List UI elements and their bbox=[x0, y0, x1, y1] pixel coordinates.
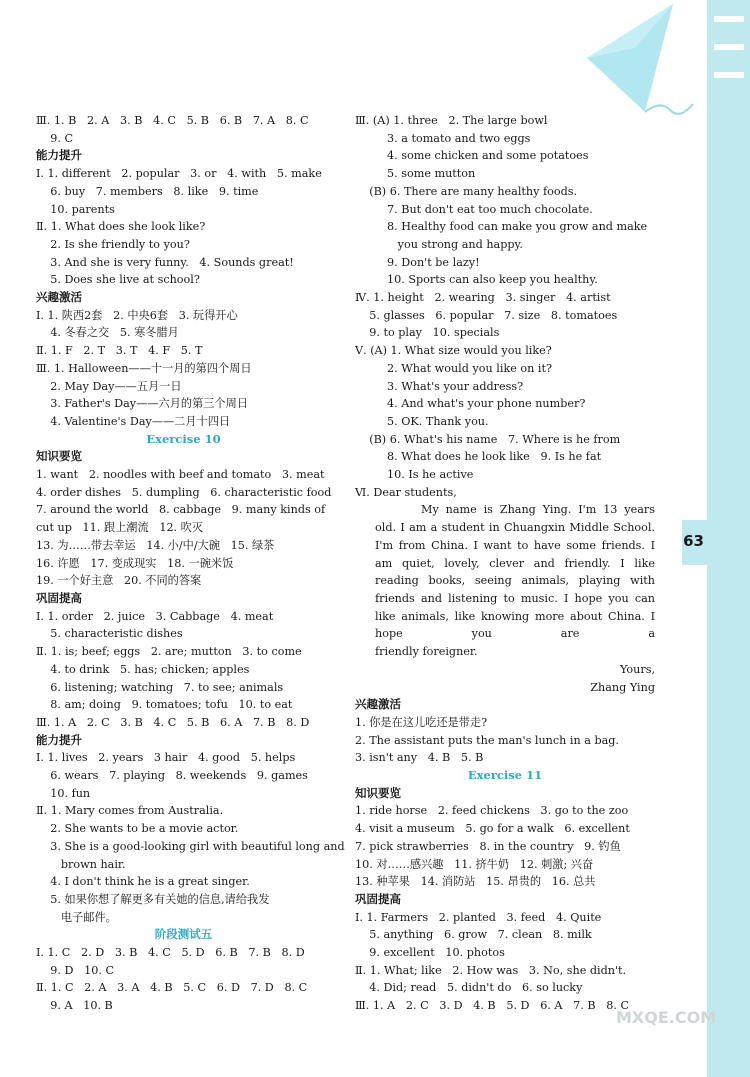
letter-body: My name is Zhang Ying. I'm 13 years old. I am a student in Chuangxin Middle School. I'm from China. I want to have some friends. I am quiet, lovely, clever and friendly. I like reading books, seeing animals, playing with friends and listening to music. I hope you can like animals, like knowing more about China. I hope you are a bbox=[375, 503, 655, 641]
section-heading: 兴趣激活 bbox=[36, 290, 82, 305]
answer-line: Ⅲ. (A) 1. three 2. The large bowl bbox=[355, 114, 548, 127]
answer-line: 10. Sports can also keep you healthy. bbox=[355, 273, 598, 287]
answer-line: Ⅳ. 1. height 2. wearing 3. singer 4. artist bbox=[355, 291, 611, 305]
answer-line: 13. 种苹果 14. 消防站 15. 昂贵的 16. 总共 bbox=[355, 875, 596, 889]
answer-line: 1. want 2. noodles with beef and tomato 3. meat bbox=[36, 468, 325, 482]
answer-line: Ⅲ. 1. B 2. A 3. B 4. C 5. B 6. B 7. A 8. C bbox=[36, 114, 309, 127]
section-heading: 知识要览 bbox=[36, 449, 82, 464]
answer-line: Ⅴ. (A) 1. What size would you like? bbox=[355, 344, 552, 358]
answer-line: Ⅲ. 1. A 2. C 3. D 4. B 5. D 6. A 7. B 8. C bbox=[355, 999, 630, 1013]
answer-line: 2. The assistant puts the man's lunch in a bag. bbox=[355, 733, 619, 747]
answer-line: 7. pick strawberries 8. in the country 9. 钓鱼 bbox=[355, 839, 621, 853]
answer-line: 9. excellent 10. photos bbox=[355, 946, 505, 960]
answer-line: cut up 11. 跟上潮流 12. 吹灭 bbox=[36, 521, 204, 535]
answer-line: Ⅱ. 1. Mary comes from Australia. bbox=[36, 804, 224, 818]
answer-line: 6. buy 7. members 8. like 9. time bbox=[36, 184, 259, 198]
answer-line: 4. to drink 5. has; chicken; apples bbox=[36, 662, 250, 676]
exercise-title: Exercise 11 bbox=[467, 768, 543, 783]
answer-line: 5. OK. Thank you. bbox=[355, 414, 489, 428]
letter-signature: Yours, bbox=[620, 662, 655, 676]
answer-line: 3. And she is very funny. 4. Sounds great! bbox=[36, 255, 294, 269]
answer-line: Ⅱ. 1. What; like 2. How was 3. No, she didn't. bbox=[355, 963, 627, 977]
answer-line: 5. glasses 6. popular 7. size 8. tomatoes bbox=[355, 308, 618, 322]
answer-line: 4. I don't think he is a great singer. bbox=[36, 875, 250, 889]
answer-line: Ⅲ. 1. A 2. C 3. B 4. C 5. B 6. A 7. B 8. D bbox=[36, 715, 310, 729]
answer-line: 6. wears 7. playing 8. weekends 9. games bbox=[36, 769, 308, 783]
answer-line: 5. Does she live at school? bbox=[36, 273, 200, 287]
answer-line: 4. Did; read 5. didn't do 6. so lucky bbox=[355, 981, 583, 995]
answer-line: 4. And what's your phone number? bbox=[355, 397, 586, 411]
kite-decoration-icon bbox=[575, 0, 705, 115]
letter-body-end: friendly foreigner. bbox=[375, 645, 478, 659]
answer-line: Ⅱ. 1. is; beef; eggs 2. are; mutton 3. to come bbox=[36, 645, 302, 659]
answer-line: 2. Is she friendly to you? bbox=[36, 237, 190, 251]
answer-line: 3. a tomato and two eggs bbox=[355, 131, 531, 145]
answer-line: 2. May Day——五月一日 bbox=[36, 379, 182, 393]
answer-line: 13. 为……带去幸运 14. 小/中/大碗 15. 绿茶 bbox=[36, 538, 275, 552]
answer-line: 3. Father's Day——六月的第三个周日 bbox=[36, 397, 249, 411]
answer-line: 6. listening; watching 7. to see; animals bbox=[36, 680, 284, 694]
answer-line: 4. order dishes 5. dumpling 6. characteristic food bbox=[36, 485, 332, 499]
answer-line: Ⅱ. 1. What does she look like? bbox=[36, 220, 206, 234]
letter-signature: Zhang Ying bbox=[590, 680, 655, 694]
answer-line: Ⅰ. 1. lives 2. years 3 hair 4. good 5. helps bbox=[36, 751, 296, 765]
answer-line: 1. 你是在这儿吃还是带走? bbox=[355, 715, 488, 729]
answer-line: 1. ride horse 2. feed chickens 3. go to the zoo bbox=[355, 804, 629, 818]
answer-line: 9. to play 10. specials bbox=[355, 326, 500, 340]
answer-line: 3. She is a good-looking girl with beautiful long and bbox=[36, 839, 345, 853]
answer-line: 3. isn't any 4. B 5. B bbox=[355, 751, 484, 765]
answer-line: Ⅵ. Dear students, bbox=[355, 485, 457, 499]
answer-line: 10. fun bbox=[36, 786, 91, 800]
strip-decor-line bbox=[714, 72, 744, 78]
answer-line: 5. characteristic dishes bbox=[36, 627, 183, 641]
answer-line: 8. am; doing 9. tomatoes; tofu 10. to eat bbox=[36, 698, 293, 712]
answer-line: 10. Is he active bbox=[355, 468, 474, 482]
answer-line: Ⅲ. 1. Halloween——十一月的第四个周日 bbox=[36, 361, 252, 375]
answer-line: Ⅰ. 1. C 2. D 3. B 4. C 5. D 6. B 7. B 8. D bbox=[36, 946, 305, 960]
answer-line: 19. 一个好主意 20. 不同的答案 bbox=[36, 574, 202, 588]
section-heading: 知识要览 bbox=[355, 785, 401, 800]
strip-decor-line bbox=[714, 16, 744, 22]
answer-line: 7. around the world 8. cabbage 9. many kinds of bbox=[36, 503, 326, 517]
answer-line: 电子邮件。 bbox=[36, 910, 117, 924]
answer-line: 4. Valentine's Day——二月十四日 bbox=[36, 414, 231, 428]
answer-line: Ⅰ. 1. Farmers 2. planted 3. feed 4. Quite bbox=[355, 910, 602, 924]
exercise-title: 阶段测试五 bbox=[154, 927, 213, 942]
page-number: 63 bbox=[683, 532, 704, 550]
answer-line: (B) 6. What's his name 7. Where is he from bbox=[355, 432, 621, 446]
strip-decor-line bbox=[714, 44, 744, 50]
answer-line: 4. visit a museum 5. go for a walk 6. excellent bbox=[355, 822, 630, 836]
answer-line: brown hair. bbox=[36, 857, 126, 871]
answer-line: (B) 6. There are many healthy foods. bbox=[355, 184, 578, 198]
answer-line: 5. anything 6. grow 7. clean 8. milk bbox=[355, 928, 592, 942]
left-answer-column bbox=[36, 112, 345, 1015]
answer-line: 9. Don't be lazy! bbox=[355, 255, 480, 269]
answer-line: 8. Healthy food can make you grow and make bbox=[355, 220, 648, 234]
answer-line: Ⅰ. 1. order 2. juice 3. Cabbage 4. meat bbox=[36, 609, 274, 623]
section-heading: 兴趣激活 bbox=[355, 697, 401, 712]
answer-line: 8. What does he look like 9. Is he fat bbox=[355, 450, 602, 464]
watermark: MXQE.COM bbox=[616, 1008, 717, 1027]
answer-line: 9. D 10. C bbox=[36, 963, 115, 977]
answer-line: 10. 对……感兴趣 11. 挤牛奶 12. 刺激; 兴奋 bbox=[355, 857, 594, 871]
answer-line: 2. She wants to be a movie actor. bbox=[36, 822, 239, 836]
answer-line: Ⅰ. 1. different 2. popular 3. or 4. with 5. make bbox=[36, 167, 322, 181]
answer-line: 4. some chicken and some potatoes bbox=[355, 149, 589, 163]
answer-line: 2. What would you like on it? bbox=[355, 361, 552, 375]
answer-line: 5. some mutton bbox=[355, 167, 476, 181]
exercise-title: Exercise 10 bbox=[146, 431, 221, 446]
answer-line: 10. parents bbox=[36, 202, 115, 216]
section-heading: 能力提升 bbox=[36, 148, 82, 163]
answer-line: 7. But don't eat too much chocolate. bbox=[355, 202, 593, 216]
section-heading: 巩固提高 bbox=[355, 891, 401, 906]
answer-line: Ⅰ. 1. 陕西2套 2. 中央6套 3. 玩得开心 bbox=[36, 308, 238, 322]
section-heading: 巩固提高 bbox=[36, 590, 82, 605]
answer-line: you strong and happy. bbox=[355, 237, 523, 251]
right-answer-column bbox=[355, 112, 655, 1015]
answer-line: 4. 冬春之交 5. 寒冬腊月 bbox=[36, 326, 179, 340]
answer-line: 9. C bbox=[36, 131, 74, 145]
section-heading: 能力提升 bbox=[36, 732, 82, 747]
answer-line: 3. What's your address? bbox=[355, 379, 524, 393]
answer-line: 16. 许愿 17. 变成现实 18. 一碗米饭 bbox=[36, 556, 234, 570]
answer-line: 5. 如果你想了解更多有关她的信息,请给我发 bbox=[36, 892, 270, 906]
answer-line: 9. A 10. B bbox=[36, 999, 113, 1013]
answer-line: Ⅱ. 1. C 2. A 3. A 4. B 5. C 6. D 7. D 8. C bbox=[36, 981, 308, 995]
answer-line: Ⅱ. 1. F 2. T 3. T 4. F 5. T bbox=[36, 344, 203, 358]
